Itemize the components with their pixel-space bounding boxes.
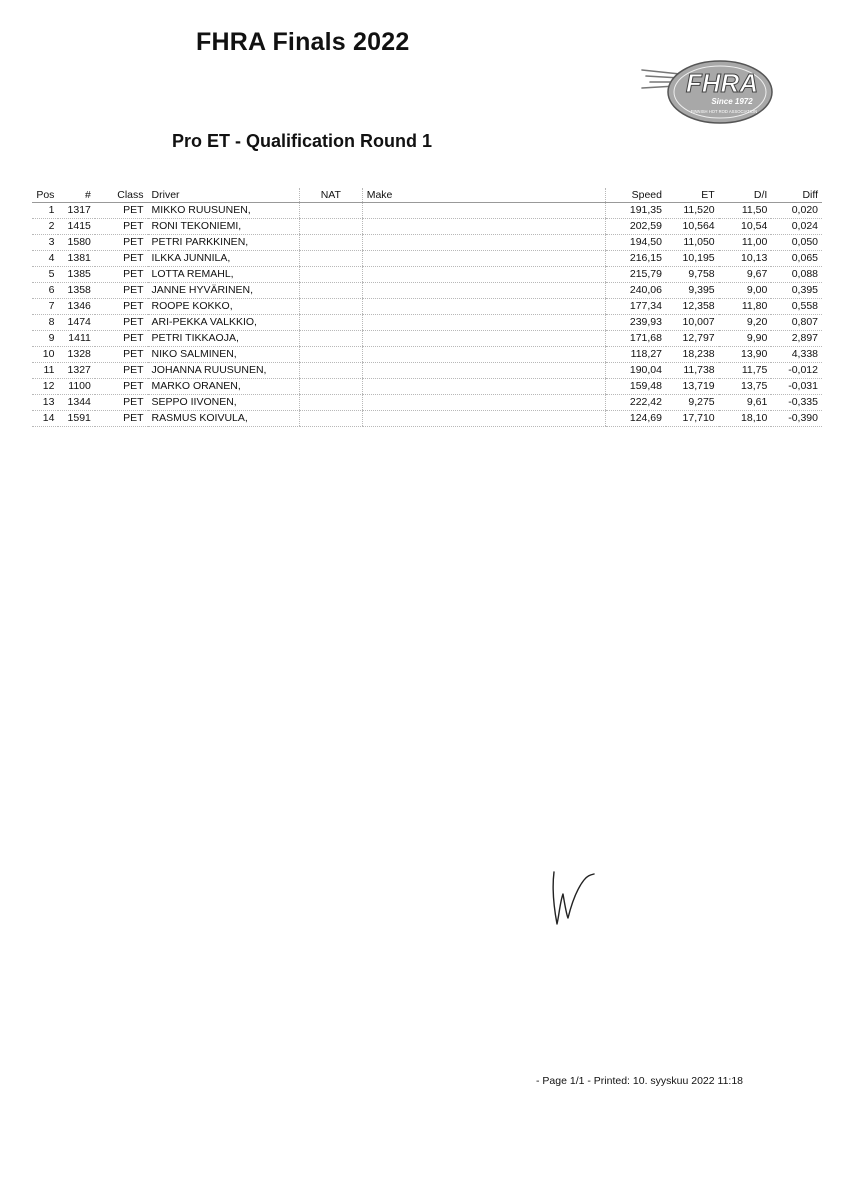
cell-pos: 13 xyxy=(32,395,58,411)
cell-pos: 4 xyxy=(32,251,58,267)
cell-class: PET xyxy=(95,315,148,331)
col-header-pos: Pos xyxy=(32,188,58,203)
col-header-class: Class xyxy=(95,188,148,203)
cell-nat xyxy=(299,379,362,395)
cell-driver: PETRI TIKKAOJA, xyxy=(148,331,300,347)
cell-speed: 216,15 xyxy=(605,251,666,267)
print-footer: - Page 1/1 - Printed: 10. syyskuu 2022 11:18 xyxy=(536,1075,744,1087)
cell-speed: 239,93 xyxy=(605,315,666,331)
cell-driver: RASMUS KOIVULA, xyxy=(148,411,300,427)
cell-number: 1100 xyxy=(58,379,94,395)
cell-di: 18,10 xyxy=(719,411,772,427)
col-header-nat: NAT xyxy=(299,188,362,203)
cell-number: 1591 xyxy=(58,411,94,427)
cell-speed: 194,50 xyxy=(605,235,666,251)
cell-make xyxy=(362,411,605,427)
cell-et: 12,358 xyxy=(666,299,719,315)
cell-diff: 0,024 xyxy=(771,219,822,235)
cell-pos: 1 xyxy=(32,203,58,219)
svg-text:FHRA: FHRA xyxy=(685,68,759,98)
cell-et: 17,710 xyxy=(666,411,719,427)
table-row xyxy=(32,251,822,267)
cell-make xyxy=(362,315,605,331)
cell-class: PET xyxy=(95,331,148,347)
cell-et: 9,275 xyxy=(666,395,719,411)
cell-make xyxy=(362,267,605,283)
cell-diff: 4,338 xyxy=(771,347,822,363)
cell-speed: 171,68 xyxy=(605,331,666,347)
cell-driver: JANNE HYVÄRINEN, xyxy=(148,283,300,299)
cell-speed: 215,79 xyxy=(605,267,666,283)
cell-nat xyxy=(299,283,362,299)
cell-nat xyxy=(299,315,362,331)
cell-diff: 0,395 xyxy=(771,283,822,299)
col-header-di: D/I xyxy=(719,188,772,203)
col-header-number: # xyxy=(58,188,94,203)
table-row xyxy=(32,379,822,395)
cell-class: PET xyxy=(95,203,148,219)
cell-number: 1358 xyxy=(58,283,94,299)
fhra-logo xyxy=(640,56,774,126)
cell-pos: 3 xyxy=(32,235,58,251)
table-row xyxy=(32,235,822,251)
cell-di: 11,00 xyxy=(719,235,772,251)
cell-di: 9,67 xyxy=(719,267,772,283)
cell-number: 1411 xyxy=(58,331,94,347)
cell-et: 11,738 xyxy=(666,363,719,379)
cell-et: 10,564 xyxy=(666,219,719,235)
cell-class: PET xyxy=(95,347,148,363)
table-row xyxy=(32,347,822,363)
cell-number: 1385 xyxy=(58,267,94,283)
cell-di: 9,61 xyxy=(719,395,772,411)
cell-nat xyxy=(299,299,362,315)
cell-nat xyxy=(299,411,362,427)
cell-class: PET xyxy=(95,235,148,251)
cell-speed: 118,27 xyxy=(605,347,666,363)
cell-class: PET xyxy=(95,283,148,299)
cell-pos: 5 xyxy=(32,267,58,283)
cell-number: 1344 xyxy=(58,395,94,411)
cell-speed: 202,59 xyxy=(605,219,666,235)
cell-speed: 177,34 xyxy=(605,299,666,315)
cell-class: PET xyxy=(95,411,148,427)
cell-number: 1474 xyxy=(58,315,94,331)
cell-driver: ILKKA JUNNILA, xyxy=(148,251,300,267)
cell-nat xyxy=(299,219,362,235)
cell-et: 13,719 xyxy=(666,379,719,395)
cell-class: PET xyxy=(95,251,148,267)
cell-make xyxy=(362,395,605,411)
cell-diff: -0,031 xyxy=(771,379,822,395)
cell-di: 10,13 xyxy=(719,251,772,267)
cell-diff: 0,050 xyxy=(771,235,822,251)
table-row xyxy=(32,395,822,411)
cell-driver: ROOPE KOKKO, xyxy=(148,299,300,315)
cell-driver: SEPPO IIVONEN, xyxy=(148,395,300,411)
cell-driver: NIKO SALMINEN, xyxy=(148,347,300,363)
cell-diff: -0,012 xyxy=(771,363,822,379)
cell-di: 10,54 xyxy=(719,219,772,235)
cell-class: PET xyxy=(95,219,148,235)
cell-diff: -0,335 xyxy=(771,395,822,411)
cell-nat xyxy=(299,395,362,411)
cell-et: 12,797 xyxy=(666,331,719,347)
cell-class: PET xyxy=(95,267,148,283)
col-header-make: Make xyxy=(362,188,605,203)
cell-nat xyxy=(299,235,362,251)
results-table xyxy=(32,188,822,427)
cell-speed: 124,69 xyxy=(605,411,666,427)
cell-make xyxy=(362,283,605,299)
table-header-row xyxy=(32,188,822,203)
cell-driver: MIKKO RUUSUNEN, xyxy=(148,203,300,219)
cell-di: 11,50 xyxy=(719,203,772,219)
table-row xyxy=(32,299,822,315)
cell-pos: 12 xyxy=(32,379,58,395)
cell-class: PET xyxy=(95,395,148,411)
cell-class: PET xyxy=(95,363,148,379)
cell-et: 9,395 xyxy=(666,283,719,299)
cell-et: 10,195 xyxy=(666,251,719,267)
cell-pos: 11 xyxy=(32,363,58,379)
cell-make xyxy=(362,203,605,219)
table-row xyxy=(32,203,822,219)
cell-speed: 159,48 xyxy=(605,379,666,395)
signature xyxy=(540,858,610,938)
cell-di: 9,20 xyxy=(719,315,772,331)
table-row xyxy=(32,363,822,379)
col-header-diff: Diff xyxy=(771,188,822,203)
cell-di: 9,00 xyxy=(719,283,772,299)
cell-make xyxy=(362,299,605,315)
cell-di: 11,80 xyxy=(719,299,772,315)
cell-pos: 2 xyxy=(32,219,58,235)
cell-diff: 0,020 xyxy=(771,203,822,219)
cell-speed: 222,42 xyxy=(605,395,666,411)
cell-nat xyxy=(299,203,362,219)
cell-pos: 8 xyxy=(32,315,58,331)
cell-di: 13,90 xyxy=(719,347,772,363)
cell-et: 11,520 xyxy=(666,203,719,219)
table-row xyxy=(32,315,822,331)
svg-text:Since 1972: Since 1972 xyxy=(711,97,753,106)
cell-nat xyxy=(299,347,362,363)
page-subtitle: Pro ET - Qualification Round 1 xyxy=(172,131,433,151)
cell-speed: 240,06 xyxy=(605,283,666,299)
cell-class: PET xyxy=(95,379,148,395)
cell-number: 1580 xyxy=(58,235,94,251)
table-row xyxy=(32,219,822,235)
cell-driver: LOTTA REMAHL, xyxy=(148,267,300,283)
cell-class: PET xyxy=(95,299,148,315)
cell-driver: RONI TEKONIEMI, xyxy=(148,219,300,235)
cell-pos: 6 xyxy=(32,283,58,299)
cell-make xyxy=(362,235,605,251)
cell-number: 1317 xyxy=(58,203,94,219)
cell-make xyxy=(362,379,605,395)
cell-driver: ARI-PEKKA VALKKIO, xyxy=(148,315,300,331)
page-title: FHRA Finals 2022 xyxy=(196,28,410,56)
cell-diff: -0,390 xyxy=(771,411,822,427)
cell-make xyxy=(362,251,605,267)
cell-number: 1415 xyxy=(58,219,94,235)
cell-pos: 7 xyxy=(32,299,58,315)
cell-driver: JOHANNA RUUSUNEN, xyxy=(148,363,300,379)
col-header-et: ET xyxy=(666,188,719,203)
cell-diff: 0,065 xyxy=(771,251,822,267)
cell-diff: 2,897 xyxy=(771,331,822,347)
cell-make xyxy=(362,347,605,363)
cell-nat xyxy=(299,251,362,267)
cell-driver: PETRI PARKKINEN, xyxy=(148,235,300,251)
table-row xyxy=(32,267,822,283)
table-row xyxy=(32,283,822,299)
cell-et: 18,238 xyxy=(666,347,719,363)
cell-number: 1328 xyxy=(58,347,94,363)
cell-di: 9,90 xyxy=(719,331,772,347)
cell-driver: MARKO ORANEN, xyxy=(148,379,300,395)
cell-et: 10,007 xyxy=(666,315,719,331)
cell-diff: 0,807 xyxy=(771,315,822,331)
cell-nat xyxy=(299,331,362,347)
cell-speed: 191,35 xyxy=(605,203,666,219)
table-row xyxy=(32,411,822,427)
cell-make xyxy=(362,363,605,379)
cell-number: 1346 xyxy=(58,299,94,315)
cell-make xyxy=(362,219,605,235)
cell-et: 9,758 xyxy=(666,267,719,283)
cell-nat xyxy=(299,267,362,283)
svg-text:FINNISH HOT ROD ASSOCIATION: FINNISH HOT ROD ASSOCIATION xyxy=(690,109,758,114)
cell-pos: 10 xyxy=(32,347,58,363)
cell-pos: 9 xyxy=(32,331,58,347)
col-header-driver: Driver xyxy=(148,188,300,203)
cell-make xyxy=(362,331,605,347)
table-row xyxy=(32,331,822,347)
cell-diff: 0,558 xyxy=(771,299,822,315)
cell-speed: 190,04 xyxy=(605,363,666,379)
cell-pos: 14 xyxy=(32,411,58,427)
cell-nat xyxy=(299,363,362,379)
cell-di: 13,75 xyxy=(719,379,772,395)
cell-diff: 0,088 xyxy=(771,267,822,283)
col-header-speed: Speed xyxy=(605,188,666,203)
cell-di: 11,75 xyxy=(719,363,772,379)
cell-number: 1327 xyxy=(58,363,94,379)
cell-number: 1381 xyxy=(58,251,94,267)
cell-et: 11,050 xyxy=(666,235,719,251)
